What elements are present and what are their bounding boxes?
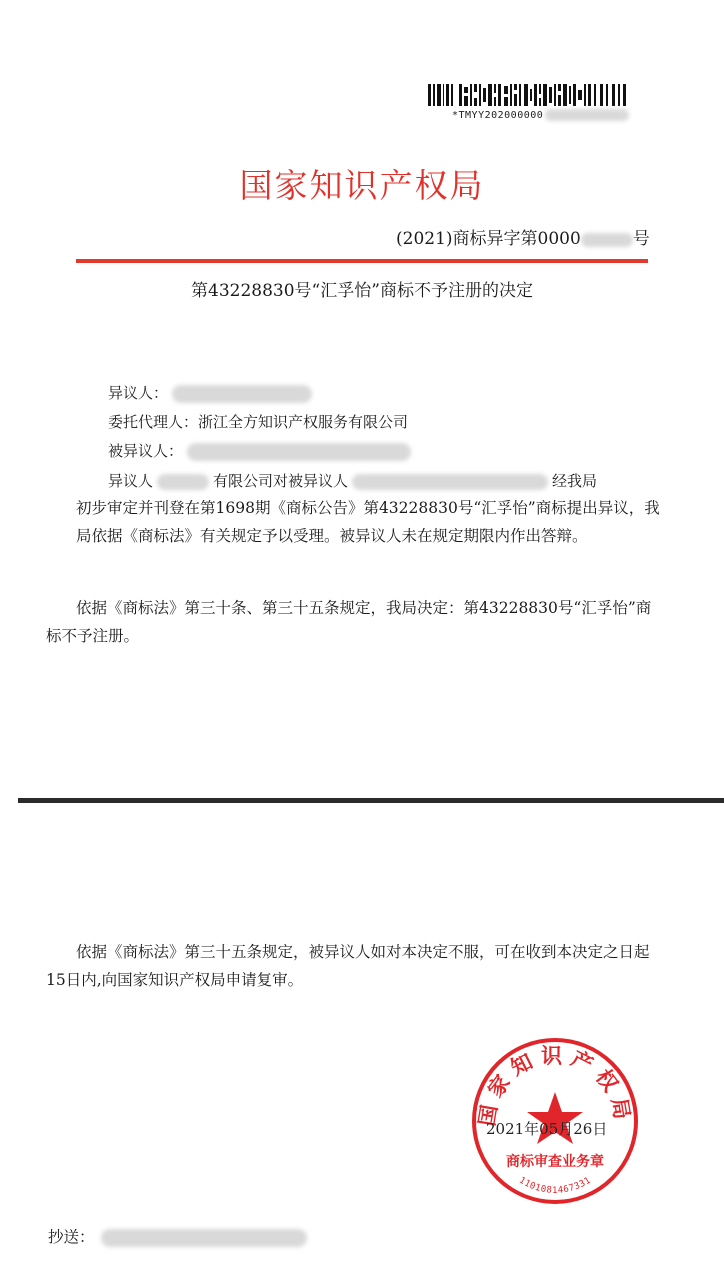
cc-line [48,1226,307,1248]
redacted-doc-number [581,233,633,247]
appeal-paragraph: 依据《商标法》第三十五条规定，被异议人如对本决定不服，可在收到本决定之日起15日内,向国家知识产权局申请复审。 [46,943,650,989]
header-divider [76,259,648,263]
seal-bottom-text: 商标审查业务章 [506,1154,604,1170]
redacted-opponent [172,385,312,403]
document-number-prefix: (2021)商标异字第0000 [396,229,581,249]
redacted-opponent-inline [157,474,209,490]
decision-date: 2021年05月26日 [486,1120,608,1138]
seal-serial: 1101081467331 [517,1175,593,1196]
p1-mid: 有限公司对被异议人 [213,472,349,490]
redacted-cc [101,1229,307,1247]
p1-start: 异议人 [108,472,154,490]
redacted-serial [545,109,629,121]
agency-name: 国家知识产权局 [239,166,485,205]
redacted-respondent-inline [352,474,548,490]
cc-label: 抄送： [48,1228,95,1246]
respondent-label: 被异议人： [108,442,184,460]
svg-text:1101081467331 [517,1176,593,1196]
agent-line [108,411,408,433]
document-title: 第43228830号“汇孚怡”商标不予注册的决定 [191,281,533,301]
agent-label: 委托代理人： [108,413,199,431]
document-number-suffix: 号 [632,229,650,249]
document-number [396,224,650,249]
respondent-line [108,440,411,462]
agent-value: 浙江全方知识产权服务有限公司 [198,413,409,431]
barcode-serial [452,109,629,121]
paragraph-1-first-line [108,470,597,492]
decision-paragraph: 依据《商标法》第三十条、第三十五条规定，我局决定：第43228830号“汇孚怡”商标不予注册。 [46,599,652,645]
paragraph-1-rest: 初步审定并刊登在第1698期《商标公告》第43228830号“汇孚怡”商标提出异议，我局依据《商标法》有关规定予以受理。被异议人未在规定期限内作出答辩。 [76,499,660,545]
p1-end: 经我局 [552,472,598,490]
opponent-line [108,382,312,404]
seal-arc-text: 国家知识产权局 [473,1043,637,1128]
opponent-label: 异议人： [108,384,169,402]
barcode-serial-text: *TMYY202000000 [452,110,544,121]
redacted-respondent [187,443,411,461]
page-divider [18,798,724,803]
barcode [428,84,628,106]
